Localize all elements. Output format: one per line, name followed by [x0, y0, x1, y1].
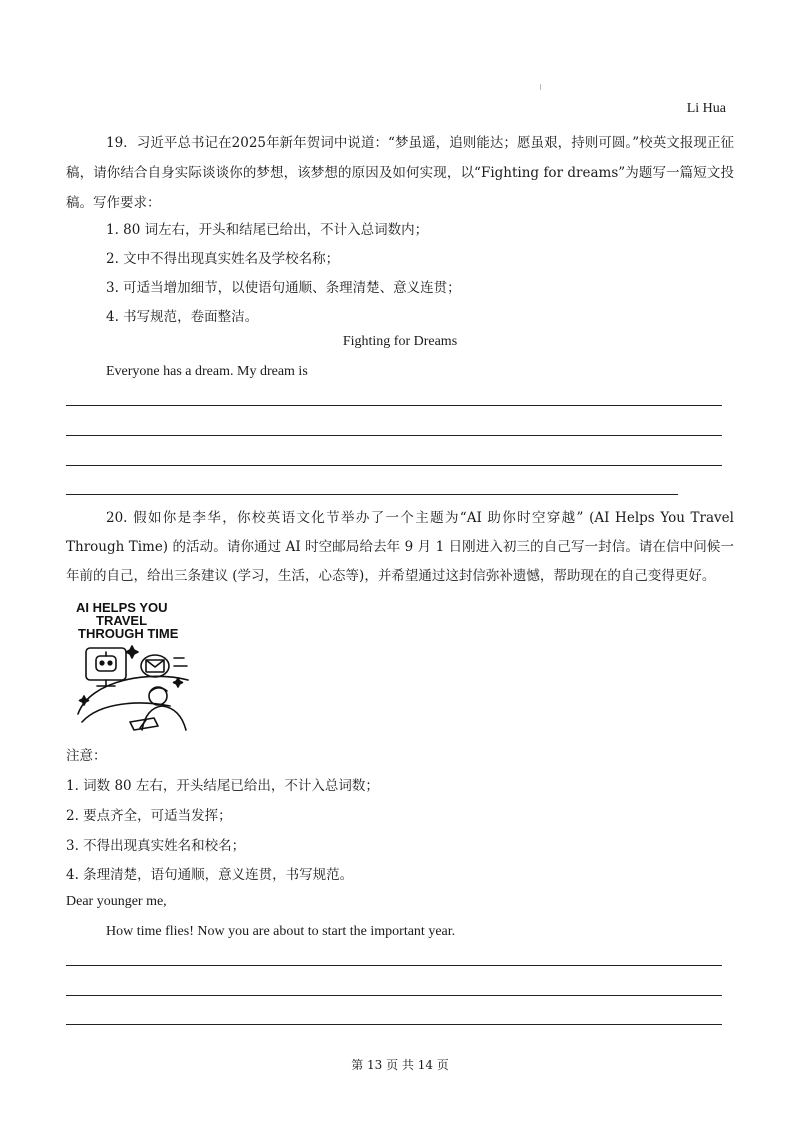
- q19-writing-line-2[interactable]: [66, 435, 722, 436]
- poster-line-1: AI HELPS YOU: [76, 600, 168, 615]
- q20-note-2: 2. 要点齐全，可适当发挥；: [66, 808, 232, 824]
- q19-essay-start: Everyone has a dream. My dream is: [106, 364, 308, 379]
- scan-mark: [540, 84, 541, 90]
- q20-note-4: 4. 条理清楚，语句通顺，意义连贯，书写规范。: [66, 867, 354, 883]
- poster-line-3: THROUGH TIME: [78, 626, 179, 641]
- child-body-icon: [142, 706, 186, 730]
- q20-writing-line-3[interactable]: [66, 1024, 722, 1025]
- q20-note-3: 3. 不得出现真实姓名和校名；: [66, 838, 246, 854]
- q20-salutation: Dear younger me,: [66, 894, 167, 909]
- q19-prompt: 19．习近平总书记在2025年新年贺词中说道：“梦虽遥，追则能达；愿虽艰，持则可圆。”校英文报现正征稿，请你结合自身实际谈谈你的梦想，该梦想的原因及如何实现，以“Fighting for dreams”为题写一篇短文投稿。写作要求：: [66, 135, 734, 211]
- q19-requirement-3: 3. 可适当增加细节，以使语句通顺、条理清楚、意义连贯；: [106, 280, 461, 296]
- sparkle-icon: [126, 646, 138, 658]
- q19-writing-line-1[interactable]: [66, 405, 722, 406]
- poster-line-2: TRAVEL: [96, 613, 148, 628]
- q20-prompt: 20. 假如你是李华，你校英语文化节举办了一个主题为“AI 助你时空穿越” (AI Helps You Travel Through Time) 的活动。请你通过 AI 时空邮局给去年 9 月 1 日刚进入初三的自己写一封信。请在信中问候一年前的自己，给出三条建议 (学习，生活，心态等)，并希望通过这封信弥补遗憾，帮助现在的自己变得更好。: [66, 510, 734, 584]
- q19-writing-line-3[interactable]: [66, 465, 722, 466]
- page-footer: 第 13 页 共 14 页: [351, 1058, 449, 1072]
- ai-time-travel-illustration: [70, 596, 200, 732]
- q19-requirement-4: 4. 书写规范，卷面整洁。: [106, 309, 259, 325]
- q20-note-1: 1. 词数 80 左右，开头结尾已给出，不计入总词数；: [66, 778, 379, 794]
- signature-li-hua: Li Hua: [686, 101, 726, 116]
- robot-icon: [96, 656, 116, 671]
- q20-writing-line-1[interactable]: [66, 965, 722, 966]
- q20-notes-title: 注意：: [66, 748, 107, 764]
- sparkle-icon: [174, 678, 183, 687]
- q20-letter-start: How time flies! Now you are about to start the important year.: [106, 924, 456, 939]
- q19-essay-title: Fighting for Dreams: [342, 334, 458, 349]
- q19-writing-line-4[interactable]: [66, 494, 678, 495]
- q20-writing-line-2[interactable]: [66, 995, 722, 996]
- q19-requirement-1: 1. 80 词左右，开头和结尾已给出，不计入总词数内；: [106, 222, 429, 238]
- q19-requirement-2: 2. 文中不得出现真实姓名及学校名称；: [106, 251, 340, 267]
